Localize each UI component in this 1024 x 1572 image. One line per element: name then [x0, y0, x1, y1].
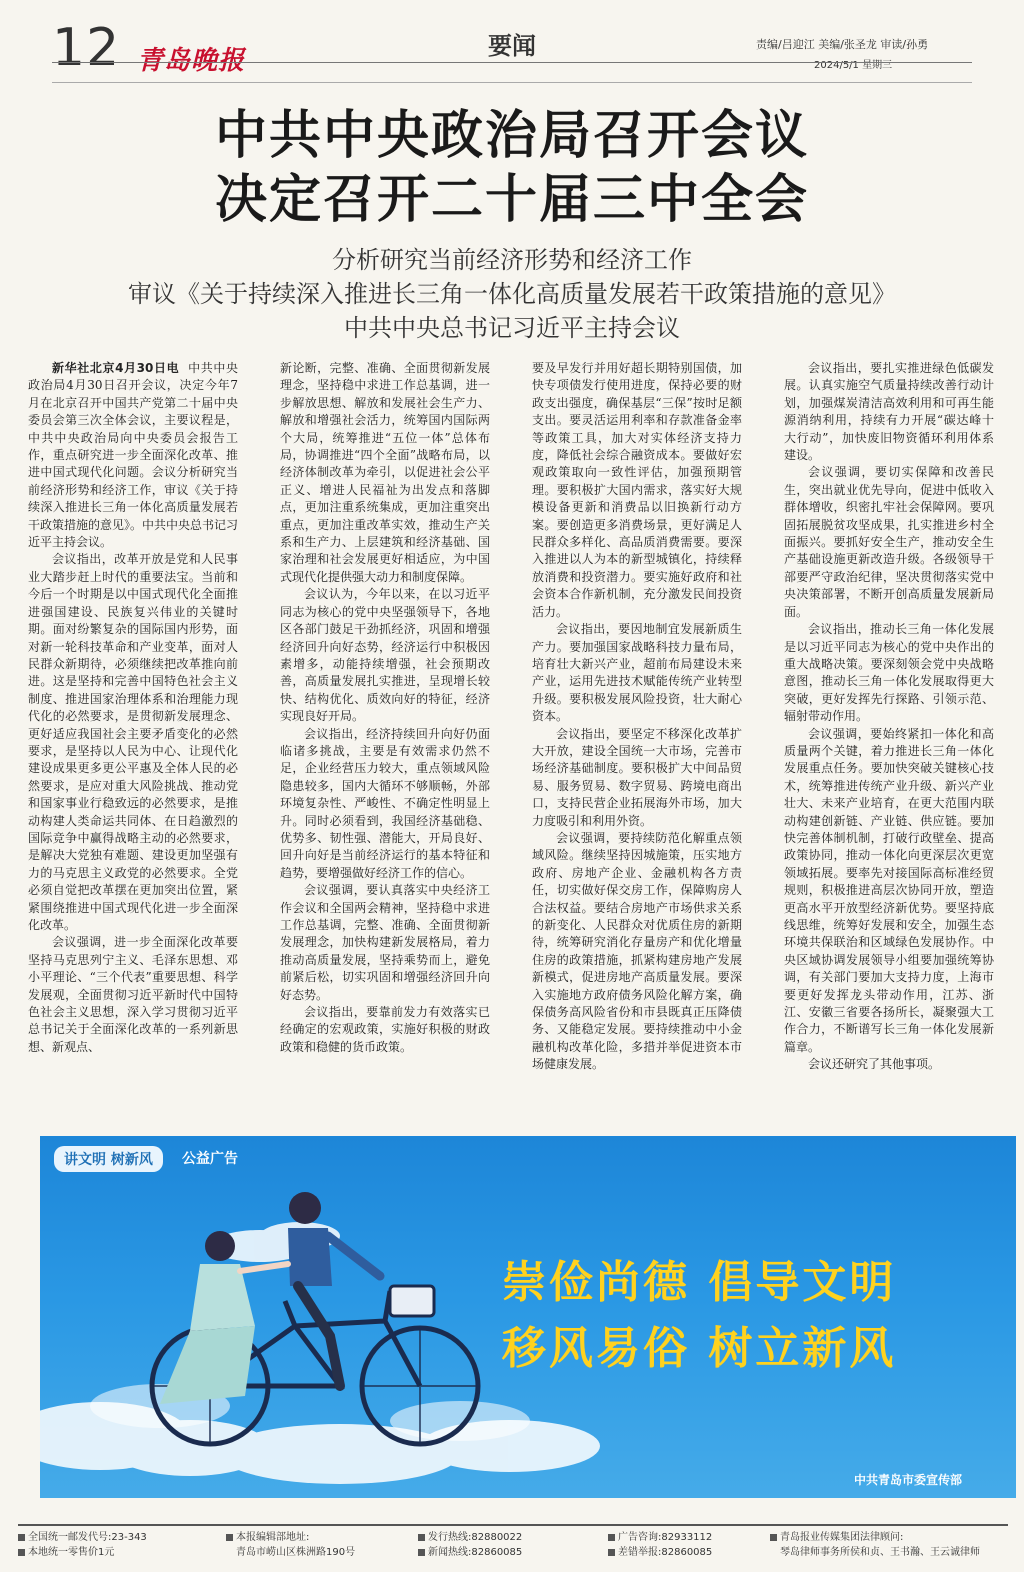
- circulation-hotline: 发行热线:82880022: [428, 1532, 523, 1543]
- article-column-2: [280, 360, 490, 1120]
- error-report: 差错举报:82860085: [618, 1547, 713, 1558]
- article-paragraph: 会议认为，今年以来，在以习近平同志为核心的党中央坚强领导下，各地区各部门鼓足干劲抓经济，巩固和增强经济回升向好态势，经济运行中积极因素增多，动能持续增强，社会预期改善，高质量发展扎实推进，呈现增长较快、结构优化、质效向好的特征，经济实现良好开局。: [280, 587, 490, 724]
- article-paragraph: 会议强调，要切实保障和改善民生，突出就业优先导向，促进中低收入群体增收，织密扎牢社会保障网。要巩固拓展脱贫攻坚成果，扎实推进乡村全面振兴。要抓好安全生产，推动安全生产基础设施更新改造升级。各级领导干部要严守政治纪律，坚决贯彻落实党中央决策部署，不断开创高质量发展新局面。: [784, 465, 994, 619]
- article-paragraph: 会议指出，经济持续回升向好仍面临诸多挑战，主要是有效需求仍然不足，企业经营压力较大，重点领域风险隐患较多，国内大循环不够顺畅，外部环境复杂性、严峻性、不确定性明显上升。同时必须看到，我国经济基础稳、优势多、韧性强、潜能大，开局良好、回升向好是当前经济运行的基本特征和趋势，要增强做好经济工作的信心。: [280, 726, 490, 880]
- legal-counsel-text: 琴岛律师事务所侯和贞、王书瀚、王云诚律师: [780, 1547, 980, 1558]
- subhead-1: 分析研究当前经济形势和经济工作: [332, 246, 692, 274]
- retail-price-text: 本地统一零售价1元: [28, 1547, 115, 1558]
- bullet-icon: [608, 1549, 615, 1556]
- paper-logo: 青岛晚报: [137, 46, 246, 76]
- article-paragraph: 会议还研究了其他事项。: [808, 1057, 941, 1072]
- footer-divider: [18, 1524, 1008, 1526]
- ad-campaign-tag: 讲文明 树新风: [54, 1146, 163, 1172]
- article-body: [28, 360, 996, 1120]
- lead-text: 中共中央政治局4月30日召开会议，决定今年7月在北京召开中国共产党第二十届中央委员会第三次全体会议，主要议程是，中共中央政治局向中央委员会报告工作，重点研究进一步全面深化改革、推进中国式现代化问题。会议分析研究当前经济形势和经济工作，审议《关于持续深入推进长三角一体化高质量发展若干政策措施的意见》。中共中央总书记习近平主持会议。: [28, 361, 238, 550]
- ad-slogan-2: 移风易俗 树立新风: [502, 1323, 897, 1374]
- subhead-3: 中共中央总书记习近平主持会议: [344, 314, 680, 342]
- header-divider: [52, 62, 972, 63]
- article-paragraph: 会议强调，进一步全面深化改革要坚持马克思列宁主义、毛泽东思想、邓小平理论、“三个代表”重要思想、科学发展观，全面贯彻习近平新时代中国特色社会主义思想，深入学习贯彻习近平总书记关于全面深化改革的一系列新思想、新观点、: [28, 935, 238, 1054]
- main-headline: [0, 104, 1024, 232]
- editor-credits: 责编/吕迎江 美编/张圣龙 审读/孙勇: [756, 38, 929, 51]
- article-paragraph: 会议强调，要持续防范化解重点领域风险。继续坚持因城施策，压实地方政府、房地产企业、金融机构各方责任，切实做好保交房工作，保障购房人合法权益。要结合房地产市场供求关系的新变化、人民群众对优质住房的新期待，统筹研究消化存量房产和优化增量住房的政策措施，抓紧构建房地产发展新模式，促进房地产高质量发展。要深入实施地方政府债务风险化解方案，确保债务高风险省份和市县既真正压降债务、又能稳定发展。要持续推动中小金融机构改革化险，多措并举促进资本市场健康发展。: [532, 830, 742, 1072]
- public-service-ad: [40, 1136, 1016, 1498]
- bullet-icon: [18, 1534, 25, 1541]
- ad-type-label: 公益广告: [182, 1151, 238, 1167]
- bullet-icon: [226, 1534, 233, 1541]
- subhead-2: 审议《关于持续深入推进长三角一体化高质量发展若干政策措施的意见》: [128, 280, 896, 308]
- ad-slogan-1: 崇俭尚德 倡导文明: [502, 1257, 897, 1308]
- article-paragraph: 会议强调，要认真落实中央经济工作会议和全国两会精神，坚持稳中求进工作总基调，完整、准确、全面贯彻新发展理念，加快构建新发展格局，着力推动高质量发展，坚持乘势而上，避免前紧后松，切实巩固和增强经济回升向好态势。: [280, 883, 490, 1002]
- article-paragraph: 会议指出，要因地制宜发展新质生产力。要加强国家战略科技力量布局，培育壮大新兴产业，超前布局建设未来产业，运用先进技术赋能传统产业转型升级。要积极发展风险投资，壮大耐心资本。: [532, 622, 742, 724]
- bullet-icon: [418, 1549, 425, 1556]
- article-paragraph: 会议指出，改革开放是党和人民事业大踏步赶上时代的重要法宝。当前和今后一个时期是以中国式现代化全面推进强国建设、民族复兴伟业的关键时期。面对纷繁复杂的国际国内形势，面对新一轮科技革命和产业变革，面对人民群众新期待，必须继续把改革推向前进。这是坚持和完善中国特色社会主义制度、推进国家治理体系和治理能力现代化的必然要求，是贯彻新发展理念、更好适应我国社会主要矛盾变化的必然要求，是坚持以人民为中心、让现代化建设成果更多更公平惠及全体人民的必然要求，是应对重大风险挑战、推动党和国家事业行稳致远的必然要求，是推动构建人类命运共同体、在日趋激烈的国际竞争中赢得战略主动的必然要求，是解决大党独有难题、建设更加坚强有力的马克思主义政党的必然要求。全党必须自觉把改革摆在更加突出位置，紧紧围绕推进中国式现代化进一步全面深化改革。: [28, 552, 238, 932]
- article-paragraph: 会议指出，要坚定不移深化改革扩大开放，建设全国统一大市场，完善市场经济基础制度。要积极扩大中间品贸易、服务贸易、数字贸易、跨境电商出口，支持民营企业拓展海外市场，加大力度吸引和利用外资。: [532, 726, 742, 828]
- cyclist-figure: [288, 1192, 380, 1386]
- article-paragraph: 要及早发行并用好超长期特别国债，加快专项债发行使用进度，保持必要的财政支出强度，确保基层“三保”按时足额支出。要灵活运用利率和存款准备金率等政策工具，加大对实体经济支持力度，降低社会综合融资成本。要做好宏观政策取向一致性评估，加强预期管理。要积极扩大国内需求，落实好大规模设备更新和消费品以旧换新行动方案。要创造更多消费场景，更好满足人民群众多样化、高品质消费需要。要深入推进以人为本的新型城镇化，持续释放消费和投资潜力。要实施好政府和社会资本合作新机制，充分激发民间投资活力。: [532, 361, 742, 619]
- masthead: [0, 0, 1024, 88]
- footer-legal: [770, 1530, 980, 1560]
- article-column-3: [532, 360, 742, 1120]
- header-divider-lower: [52, 82, 972, 83]
- postal-code-text: 全国统一邮发代号:23-343: [28, 1532, 147, 1543]
- footer-ads: [608, 1530, 712, 1560]
- footer-hotlines: [418, 1530, 522, 1560]
- address-text: 青岛市崂山区株洲路190号: [236, 1547, 356, 1558]
- issue-date: 2024/5/1 星期三: [814, 60, 893, 71]
- article-paragraph: 会议指出，推动长三角一体化发展是以习近平同志为核心的党中央作出的重大战略决策。要深刻领会党中央战略意图，推动长三角一体化发展取得更大突破，更好发挥先行探路、引领示范、辐射带动作用。: [784, 622, 994, 724]
- bullet-icon: [608, 1534, 615, 1541]
- ad-sponsor: 中共青岛市委宣传部: [853, 1473, 962, 1487]
- headline-line-1: 中共中央政治局召开会议: [214, 106, 809, 166]
- basket-icon: [390, 1286, 434, 1316]
- footer-postal: [18, 1530, 147, 1560]
- article-paragraph: 会议指出，要扎实推进绿色低碳发展。认真实施空气质量持续改善行动计划，加强煤炭清洁高效利用和可再生能源消纳利用，持续有力开展“碳达峰十大行动”，加快废旧物资循环利用体系建设。: [784, 361, 994, 463]
- page-number: 12: [52, 18, 121, 78]
- footer-address: [226, 1530, 355, 1560]
- address-label: 本报编辑部地址:: [236, 1532, 310, 1543]
- article-paragraph: 会议强调，要始终紧扣一体化和高质量两个关键，着力推进长三角一体化发展重点任务。要加快突破关键核心技术，统筹推进传统产业升级、新兴产业壮大、未来产业培育，在更大范围内联动构建创新链、产业链、供应链。要加快完善体制机制，打破行政壁垒、提高政策协同，推动一体化向更深层次更宽领域拓展。要率先对接国际高标准经贸规则，积极推进高层次协同开放，塑造更高水平开放型经济新优势。要坚持底线思维，统筹好发展和安全，加强生态环境共保联治和区域绿色发展协作。中央区域协调发展领导小组要加强统筹协调，有关部门要加大支持力度，上海市要更好发挥龙头带动作用，江苏、浙江、安徽三省要各扬所长，凝聚强大工作合力，不断谱写长三角一体化发展新篇章。: [784, 726, 994, 1054]
- article-column-4: [784, 360, 994, 1120]
- page-footer: [18, 1530, 1008, 1570]
- section-title: 要闻: [488, 32, 536, 60]
- article-paragraph: [28, 360, 238, 551]
- bullet-icon: [18, 1549, 25, 1556]
- dateline: 新华社北京4月30日电: [52, 361, 180, 375]
- news-hotline: 新闻热线:82860085: [428, 1547, 523, 1558]
- legal-counsel-label: 青岛报业传媒集团法律顾问:: [780, 1532, 904, 1543]
- headline-line-2: 决定召开二十届三中全会: [214, 170, 809, 230]
- bullet-icon: [770, 1534, 777, 1541]
- article-column-1: [28, 360, 238, 1120]
- article-paragraph: 会议指出，要靠前发力有效落实已经确定的宏观政策，实施好积极的财政政策和稳健的货币政策。: [280, 1005, 490, 1054]
- bullet-icon: [418, 1534, 425, 1541]
- ad-inquiry: 广告咨询:82933112: [618, 1532, 713, 1543]
- article-paragraph: 新论断，完整、准确、全面贯彻新发展理念，坚持稳中求进工作总基调，进一步解放思想、解放和发展社会生产力、解放和增强社会活力，统筹国内国际两个大局，统筹推进“五位一体”总体布局，协调推进“四个全面”战略布局，以经济体制改革为牵引，以促进社会公平正义、增进人民福祉为出发点和落脚点，更加注重系统集成，更加注重突出重点，更加注重改革实效，推动生产关系和生产力、上层建筑和经济基础、国家治理和社会发展更好相适应，为中国式现代化提供强大动力和制度保障。: [280, 361, 490, 584]
- subheadlines: [0, 243, 1024, 345]
